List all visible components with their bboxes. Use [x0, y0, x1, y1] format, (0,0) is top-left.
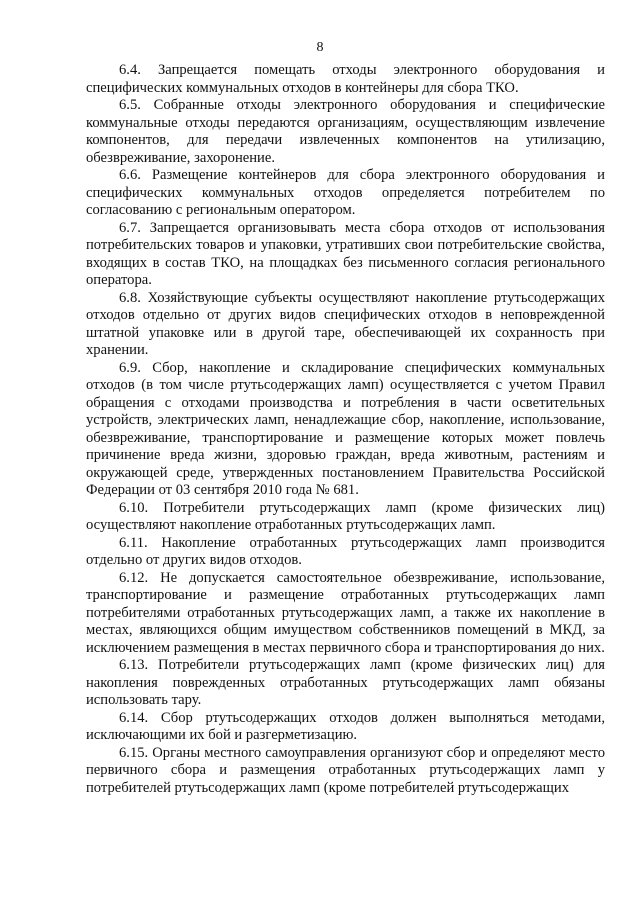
paragraph-6-13: 6.13. Потребители ртутьсодержащих ламп (кроме физических лиц) для накопления поврежденных отработанных ртутьсодержащих ламп обязаны использовать тару. — [86, 657, 605, 708]
paragraph-6-11: 6.11. Накопление отработанных ртутьсодержащих ламп производится отдельно от других видов отходов. — [86, 534, 605, 568]
paragraph-6-9: 6.9. Сбор, накопление и складирование специфических коммунальных отходов (в том числе ртутьсодержащих ламп) осуществляется с учетом Правил обращения с отходами производства и потребления в части осветительных устройств, электрических ламп, ненадлежащие сбор, накопление, использование, обезвреживание, транспортирование и размещение которых может повлечь причинение вреда жизни, здоровью граждан, вреда животным, растениям и окружающей среде, утвержденных постановлением Правительства Российской Федерации от 03 сентября 2010 года № 681. — [86, 359, 605, 498]
paragraph-6-6: 6.6. Размещение контейнеров для сбора электронного оборудования и специфических коммунальных отходов определяется потребителем по согласованию с региональным оператором. — [86, 167, 605, 218]
paragraph-6-7: 6.7. Запрещается организовывать места сбора отходов от использования потребительских товаров и упаковки, утративших свои потребительские свойства, входящих в состав ТКО, на площадках без письменного согласия регионального оператора. — [86, 219, 605, 288]
paragraph-6-10: 6.10. Потребители ртутьсодержащих ламп (кроме физических лиц) осуществляют накопление отработанных ртутьсодержащих ламп. — [86, 499, 605, 533]
paragraph-6-14: 6.14. Сбор ртутьсодержащих отходов должен выполняться методами, исключающими их бой и разгерметизацию. — [86, 709, 605, 743]
document-body — [86, 62, 605, 797]
page-number: 8 — [316, 40, 324, 55]
paragraph-6-5: 6.5. Собранные отходы электронного оборудования и специфические коммунальные отходы передаются организациям, осуществляющим извлечение компонентов, для передачи извлеченных компонентов на утилизацию, обезвреживание, захоронение. — [86, 97, 605, 166]
paragraph-6-8: 6.8. Хозяйствующие субъекты осуществляют накопление ртутьсодержащих отходов отдельно от других видов специфических отходов в неповрежденной штатной упаковке или в другой таре, обеспечивающей их сохранность при хранении. — [86, 289, 605, 358]
paragraph-6-15: 6.15. Органы местного самоуправления организуют сбор и определяют место первичного сбора и размещения отработанных ртутьсодержащих ламп у потребителей ртутьсодержащих ламп (кроме потребителей ртутьсодержащих — [86, 744, 605, 796]
paragraph-6-4: 6.4. Запрещается помещать отходы электронного оборудования и специфических коммунальных отходов в контейнеры для сбора ТКО. — [86, 62, 605, 96]
paragraph-6-12: 6.12. Не допускается самостоятельное обезвреживание, использование, транспортирование и размещение отработанных ртутьсодержащих ламп потребителями отработанных ртутьсодержащих ламп, а также их накопление в местах, являющихся общим имуществом собственников помещений в МКД, за исключением размещения в местах первичного сбора и транспортирования до них. — [86, 569, 605, 656]
